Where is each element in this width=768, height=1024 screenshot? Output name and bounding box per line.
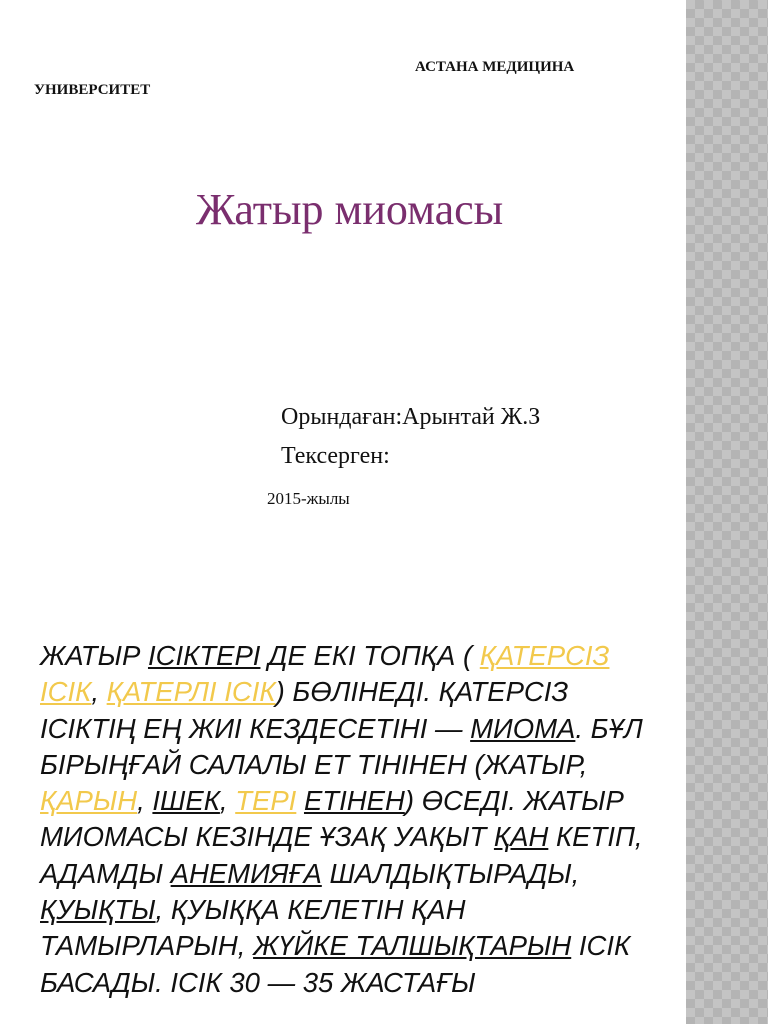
checker-text: Тексерген: (281, 443, 390, 469)
slide-title: Жатыр миомасы (196, 185, 504, 234)
body-text-run: , ҚУЫҚҚА КЕЛЕТІН ҚАН ТАМЫРЛАРЫН, (40, 894, 466, 962)
body-text-run: ДЕ ЕКІ ТОПҚА ( (260, 640, 480, 671)
university-name-line1: АСТАНА МЕДИЦИНА (415, 59, 575, 75)
hyperlink-text[interactable]: ЖҮЙКЕ ТАЛШЫҚТАРЫН (253, 930, 572, 962)
body-text-run: , (91, 676, 107, 708)
hyperlink-text[interactable]: ЕТІНЕН (303, 785, 405, 817)
body-text-run: . БҰЛ БІРЫҢҒАЙ САЛАЛЫ ЕТ ТІНІНЕН (ЖАТЫР, (40, 712, 643, 780)
hyperlink-text[interactable]: АНЕМИЯҒА (170, 857, 322, 889)
body-text-run (296, 785, 304, 816)
slide-body-text (40, 638, 650, 1001)
decorative-side-pattern (686, 0, 768, 1024)
hyperlink-text-highlighted[interactable]: ҚАТЕРЛІ ІСІК (106, 676, 276, 708)
body-text-run: ШАЛДЫҚТЫРАДЫ, (321, 857, 580, 889)
body-text-run: , (137, 785, 153, 817)
body-text-run: ЖАТЫР (40, 640, 148, 671)
body-text-run: , (219, 785, 236, 817)
university-name-line2: УНИВЕРСИТЕТ (34, 82, 151, 98)
hyperlink-text[interactable]: ІСІКТЕРІ (147, 640, 261, 671)
year-text: 2015-жылы (267, 489, 350, 508)
body-text-run: ІСІК БАСАДЫ. ІСІК 30 — 35 ЖАСТАҒЫ (40, 930, 631, 998)
hyperlink-text[interactable]: ІШЕК (152, 785, 220, 817)
hyperlink-text[interactable]: МИОМА (470, 712, 576, 744)
hyperlink-text[interactable]: ҚАН (493, 821, 549, 853)
hyperlink-text-highlighted[interactable]: ҚАРЫН (40, 785, 138, 817)
performer-text: Орындаған:Арынтай Ж.З (281, 404, 541, 430)
body-text-run: ) БӨЛІНЕДІ. ҚАТЕРСІЗ ІСІКТІҢ ЕҢ ЖИІ КЕЗДЕСЕТІНІ — (40, 676, 569, 744)
content-slide (0, 600, 686, 1024)
hyperlink-text-highlighted[interactable]: ТЕРІ (235, 785, 297, 817)
hyperlink-text[interactable]: ҚУЫҚТЫ (40, 894, 156, 926)
body-text-run: КЕТІП, АДАМДЫ (40, 821, 643, 889)
body-text-run: ) ӨСЕДІ. ЖАТЫР МИОМАСЫ КЕЗІНДЕ ҰЗАҚ УАҚЫТ (40, 785, 624, 853)
hyperlink-text-highlighted[interactable]: ҚАТЕРСІЗ ІСІК (40, 640, 610, 708)
